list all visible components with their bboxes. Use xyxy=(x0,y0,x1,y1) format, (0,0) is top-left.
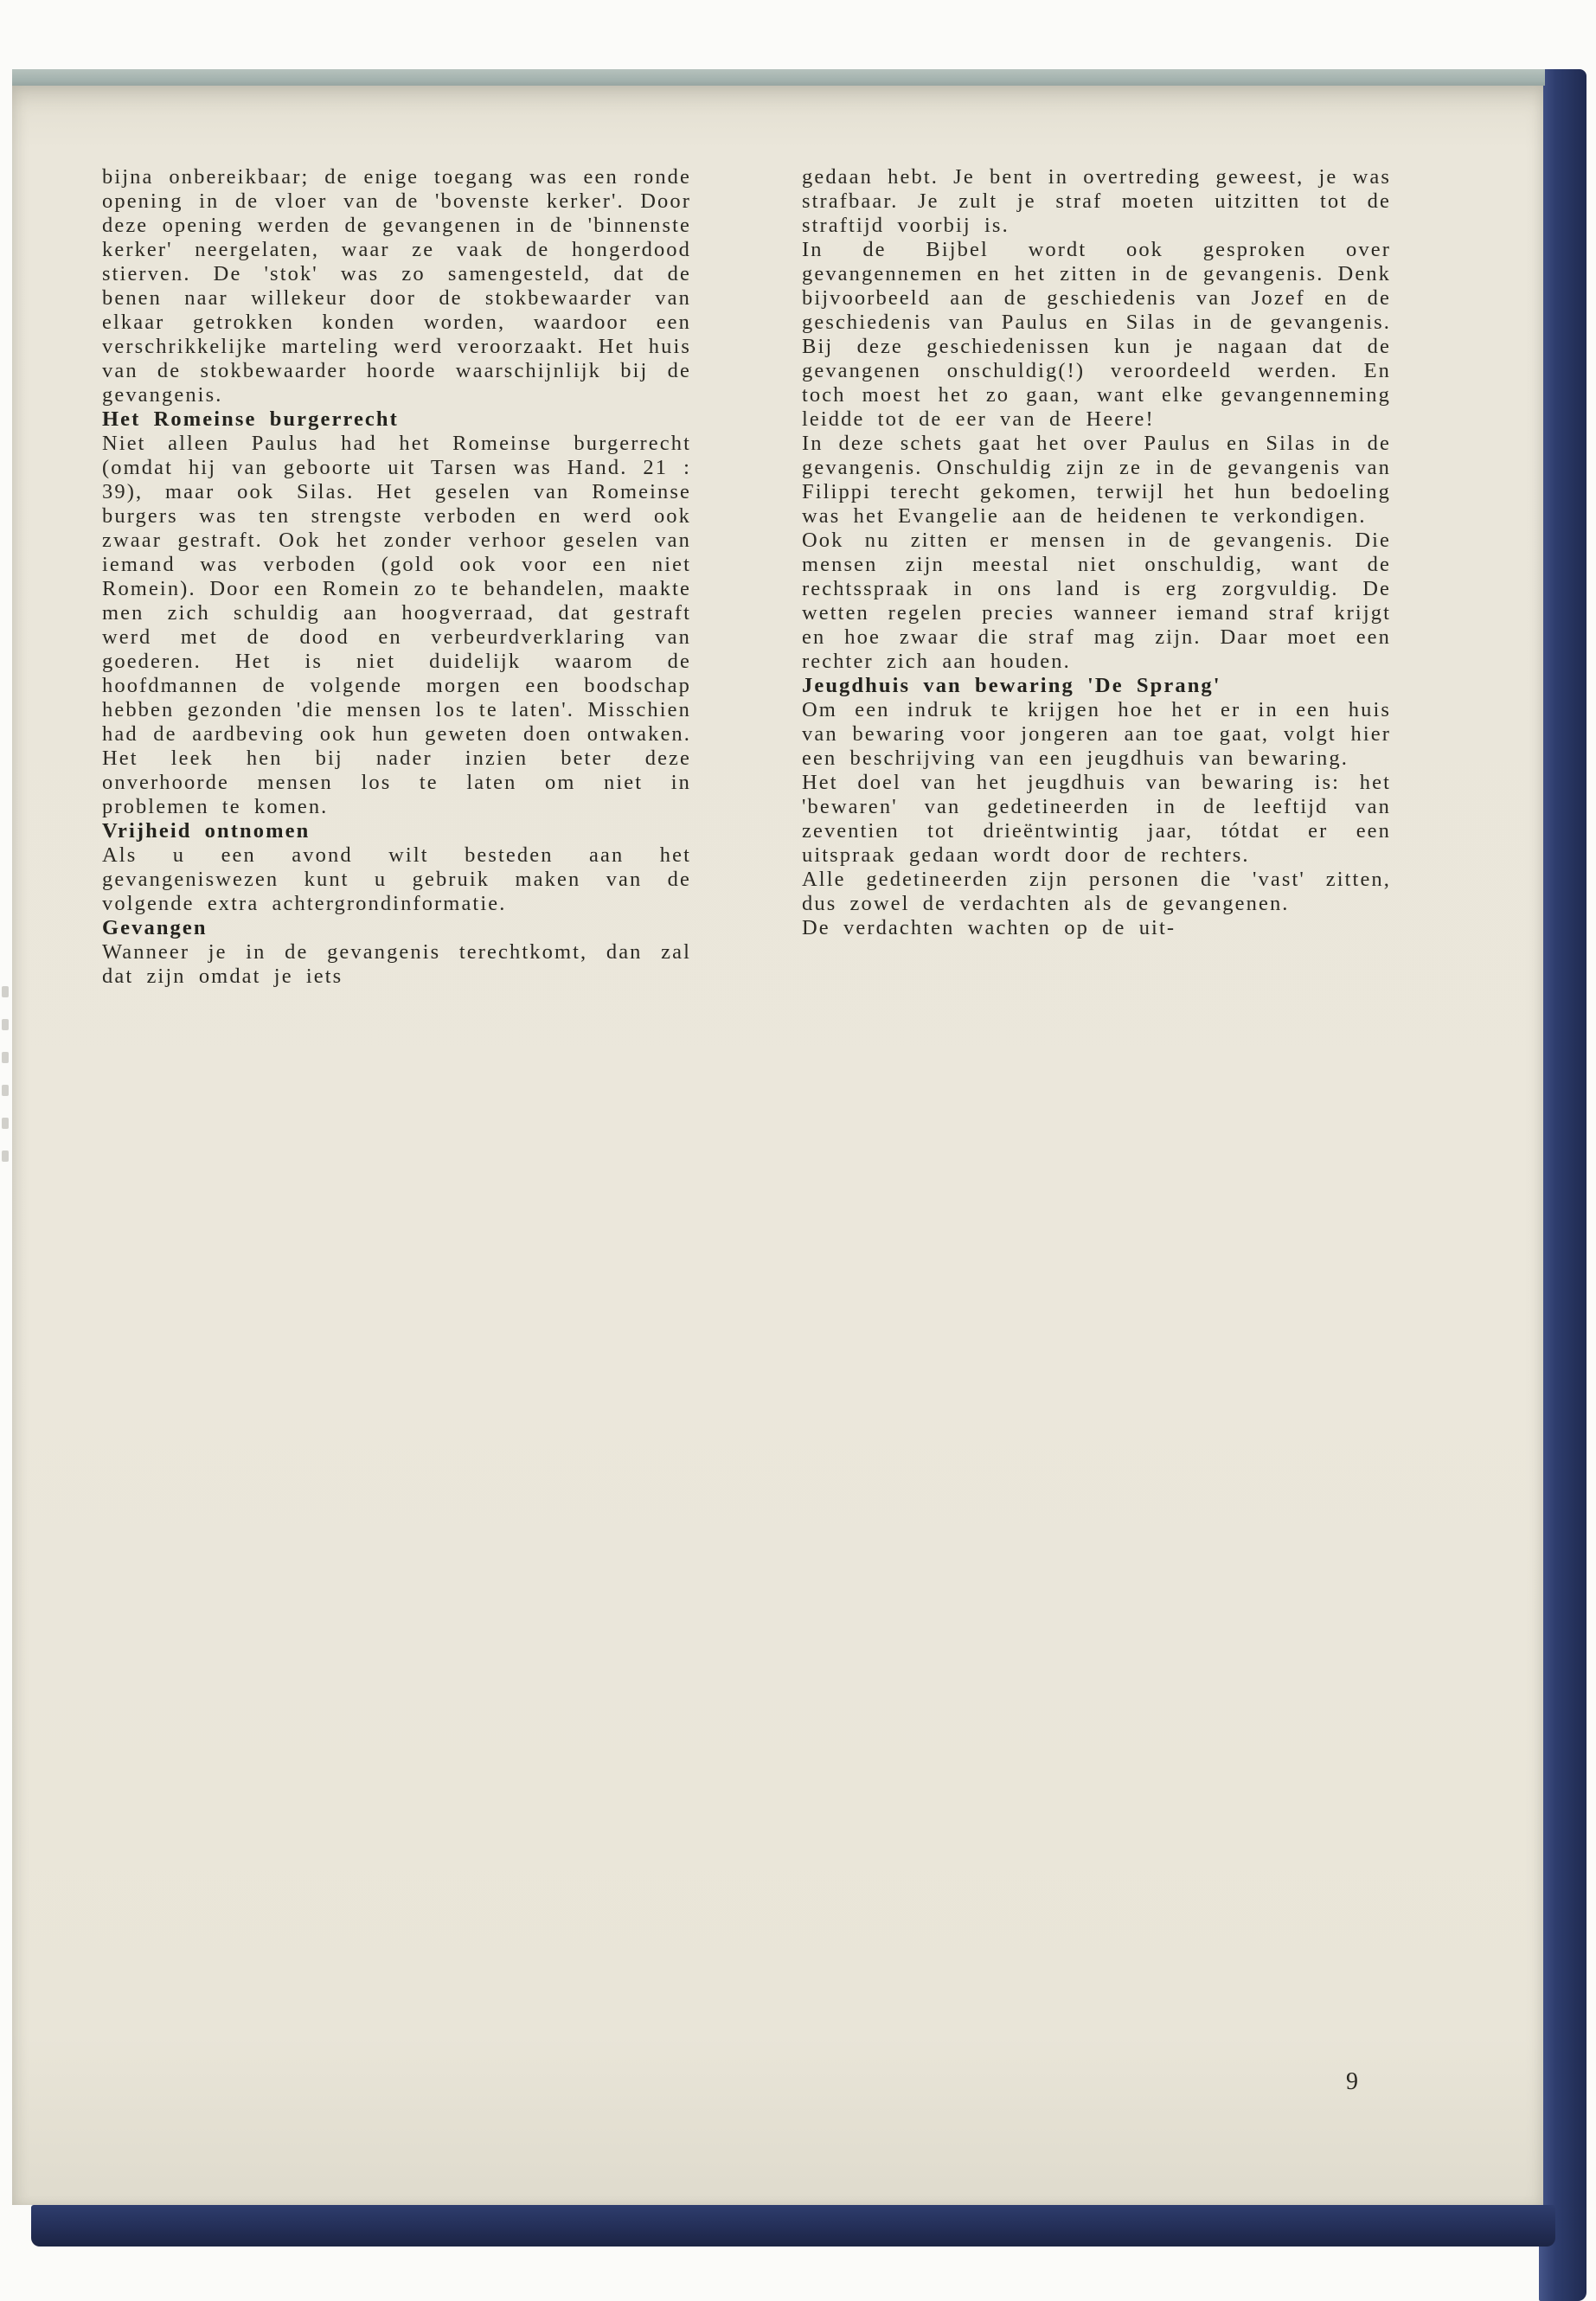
text-columns xyxy=(102,165,1391,989)
body-paragraph: Niet alleen Paulus had het Romeinse burgerrecht (omdat hij van geboorte uit Tarsen was Hand. 21 : 39), maar ook Silas. Het geselen van Romeinse burgers was ten strengste verboden en werd ook zwaar gestraft. Ook het zonder verhoor geselen van iemand was verboden (gold ook voor een niet Romein). Door een Romein zo te behandelen, maakte men zich schuldig aan hoogverraad, dat gestraft werd met de dood en verbeurdverklaring van goederen. Het is niet duidelijk waarom de hoofdmannen de volgende morgen een boodschap hebben gezonden 'die mensen los te laten'. Misschien had de aardbeving ook hun geweten doen ontwaken. Het leek hen bij nader inzien beter deze onverhoorde mensen los te laten om niet in problemen te komen. xyxy=(102,432,691,818)
edge-artifact xyxy=(2,1019,9,1030)
page-number: 9 xyxy=(1346,2068,1359,2095)
section-heading: Jeugdhuis van bewaring 'De Sprang' xyxy=(802,674,1221,697)
body-paragraph: Om een indruk te krijgen hoe het er in een huis van bewaring voor jongeren aan toe gaat, volgt hier een beschrijving van een jeugdhuis van bewaring. xyxy=(802,698,1391,770)
page-top-strip xyxy=(12,69,1545,86)
body-paragraph: In deze schets gaat het over Paulus en Silas in de gevangenis. Onschuldig zijn ze in de gevangenis van Filippi terecht gekomen, terwijl het hun bedoeling was het Evangelie aan de heidenen te verkondigen. xyxy=(802,432,1391,528)
section-heading: Het Romeinse burgerrecht xyxy=(102,407,399,431)
body-paragraph: gedaan hebt. Je bent in overtreding geweest, je was strafbaar. Je zult je straf moeten uitzitten tot de straftijd voorbij is. xyxy=(802,165,1391,237)
edge-artifact xyxy=(2,1052,9,1063)
edge-artifact xyxy=(2,1150,9,1162)
body-paragraph: Wanneer je in de gevangenis terechtkomt, dan zal dat zijn omdat je iets xyxy=(102,940,691,988)
section-heading: Vrijheid ontnomen xyxy=(102,819,311,843)
text-column-left xyxy=(102,165,691,989)
body-paragraph: Ook nu zitten er mensen in de gevangenis. Die mensen zijn meestal niet onschuldig, want de rechtsspraak in ons land is erg zorgvuldig. De wetten regelen precies wanneer iemand straf krijgt en hoe zwaar die straf mag zijn. Daar moet een rechter zich aan houden. xyxy=(802,529,1391,673)
page-edge-artifacts xyxy=(2,986,12,1183)
edge-artifact xyxy=(2,986,9,997)
body-paragraph: Alle gedetineerden zijn personen die 'vast' zitten, dus zowel de verdachten als de gevangenen. xyxy=(802,868,1391,915)
edge-artifact xyxy=(2,1118,9,1129)
text-column-right xyxy=(802,165,1391,989)
book-bottom-edge xyxy=(31,2205,1555,2247)
body-paragraph: Als u een avond wilt besteden aan het gevangeniswezen kunt u gebruik maken van de volgende extra achtergrondinformatie. xyxy=(102,843,691,915)
body-paragraph: Het doel van het jeugdhuis van bewaring is: het 'bewaren' van gedetineerden in de leeftijd van zeventien tot drieëntwintig jaar, tótdat er een uitspraak gedaan wordt door de rechters. xyxy=(802,771,1391,867)
body-paragraph: De verdachten wachten op de uit- xyxy=(802,916,1176,939)
book-spine xyxy=(1539,69,1586,2301)
edge-artifact xyxy=(2,1085,9,1096)
body-paragraph: In de Bijbel wordt ook gesproken over gevangennemen en het zitten in de gevangenis. Denk bijvoorbeeld aan de geschiedenis van Jozef en de geschiedenis van Paulus en Silas in de gevangenis. Bij deze geschiedenissen kun je nagaan dat de gevangenen onschuldig(!) veroordeeld werden. En toch moest het zo gaan, want elke gevangenneming leidde tot de eer van de Heere! xyxy=(802,238,1391,431)
body-paragraph: bijna onbereikbaar; de enige toegang was een ronde opening in de vloer van de 'bovenste kerker'. Door deze opening werden de gevangenen in de 'binnenste kerker' neergelaten, waar ze vaak de hongerdood stierven. De 'stok' was zo samengesteld, dat de benen naar willekeur door de stokbewaarder van elkaar getrokken konden worden, waardoor een verschrikkelijke marteling werd veroorzaakt. Het huis van de stokbewaarder hoorde waarschijnlijk bij de gevangenis. xyxy=(102,165,691,407)
section-heading: Gevangen xyxy=(102,916,208,939)
page-paper xyxy=(12,86,1543,2205)
